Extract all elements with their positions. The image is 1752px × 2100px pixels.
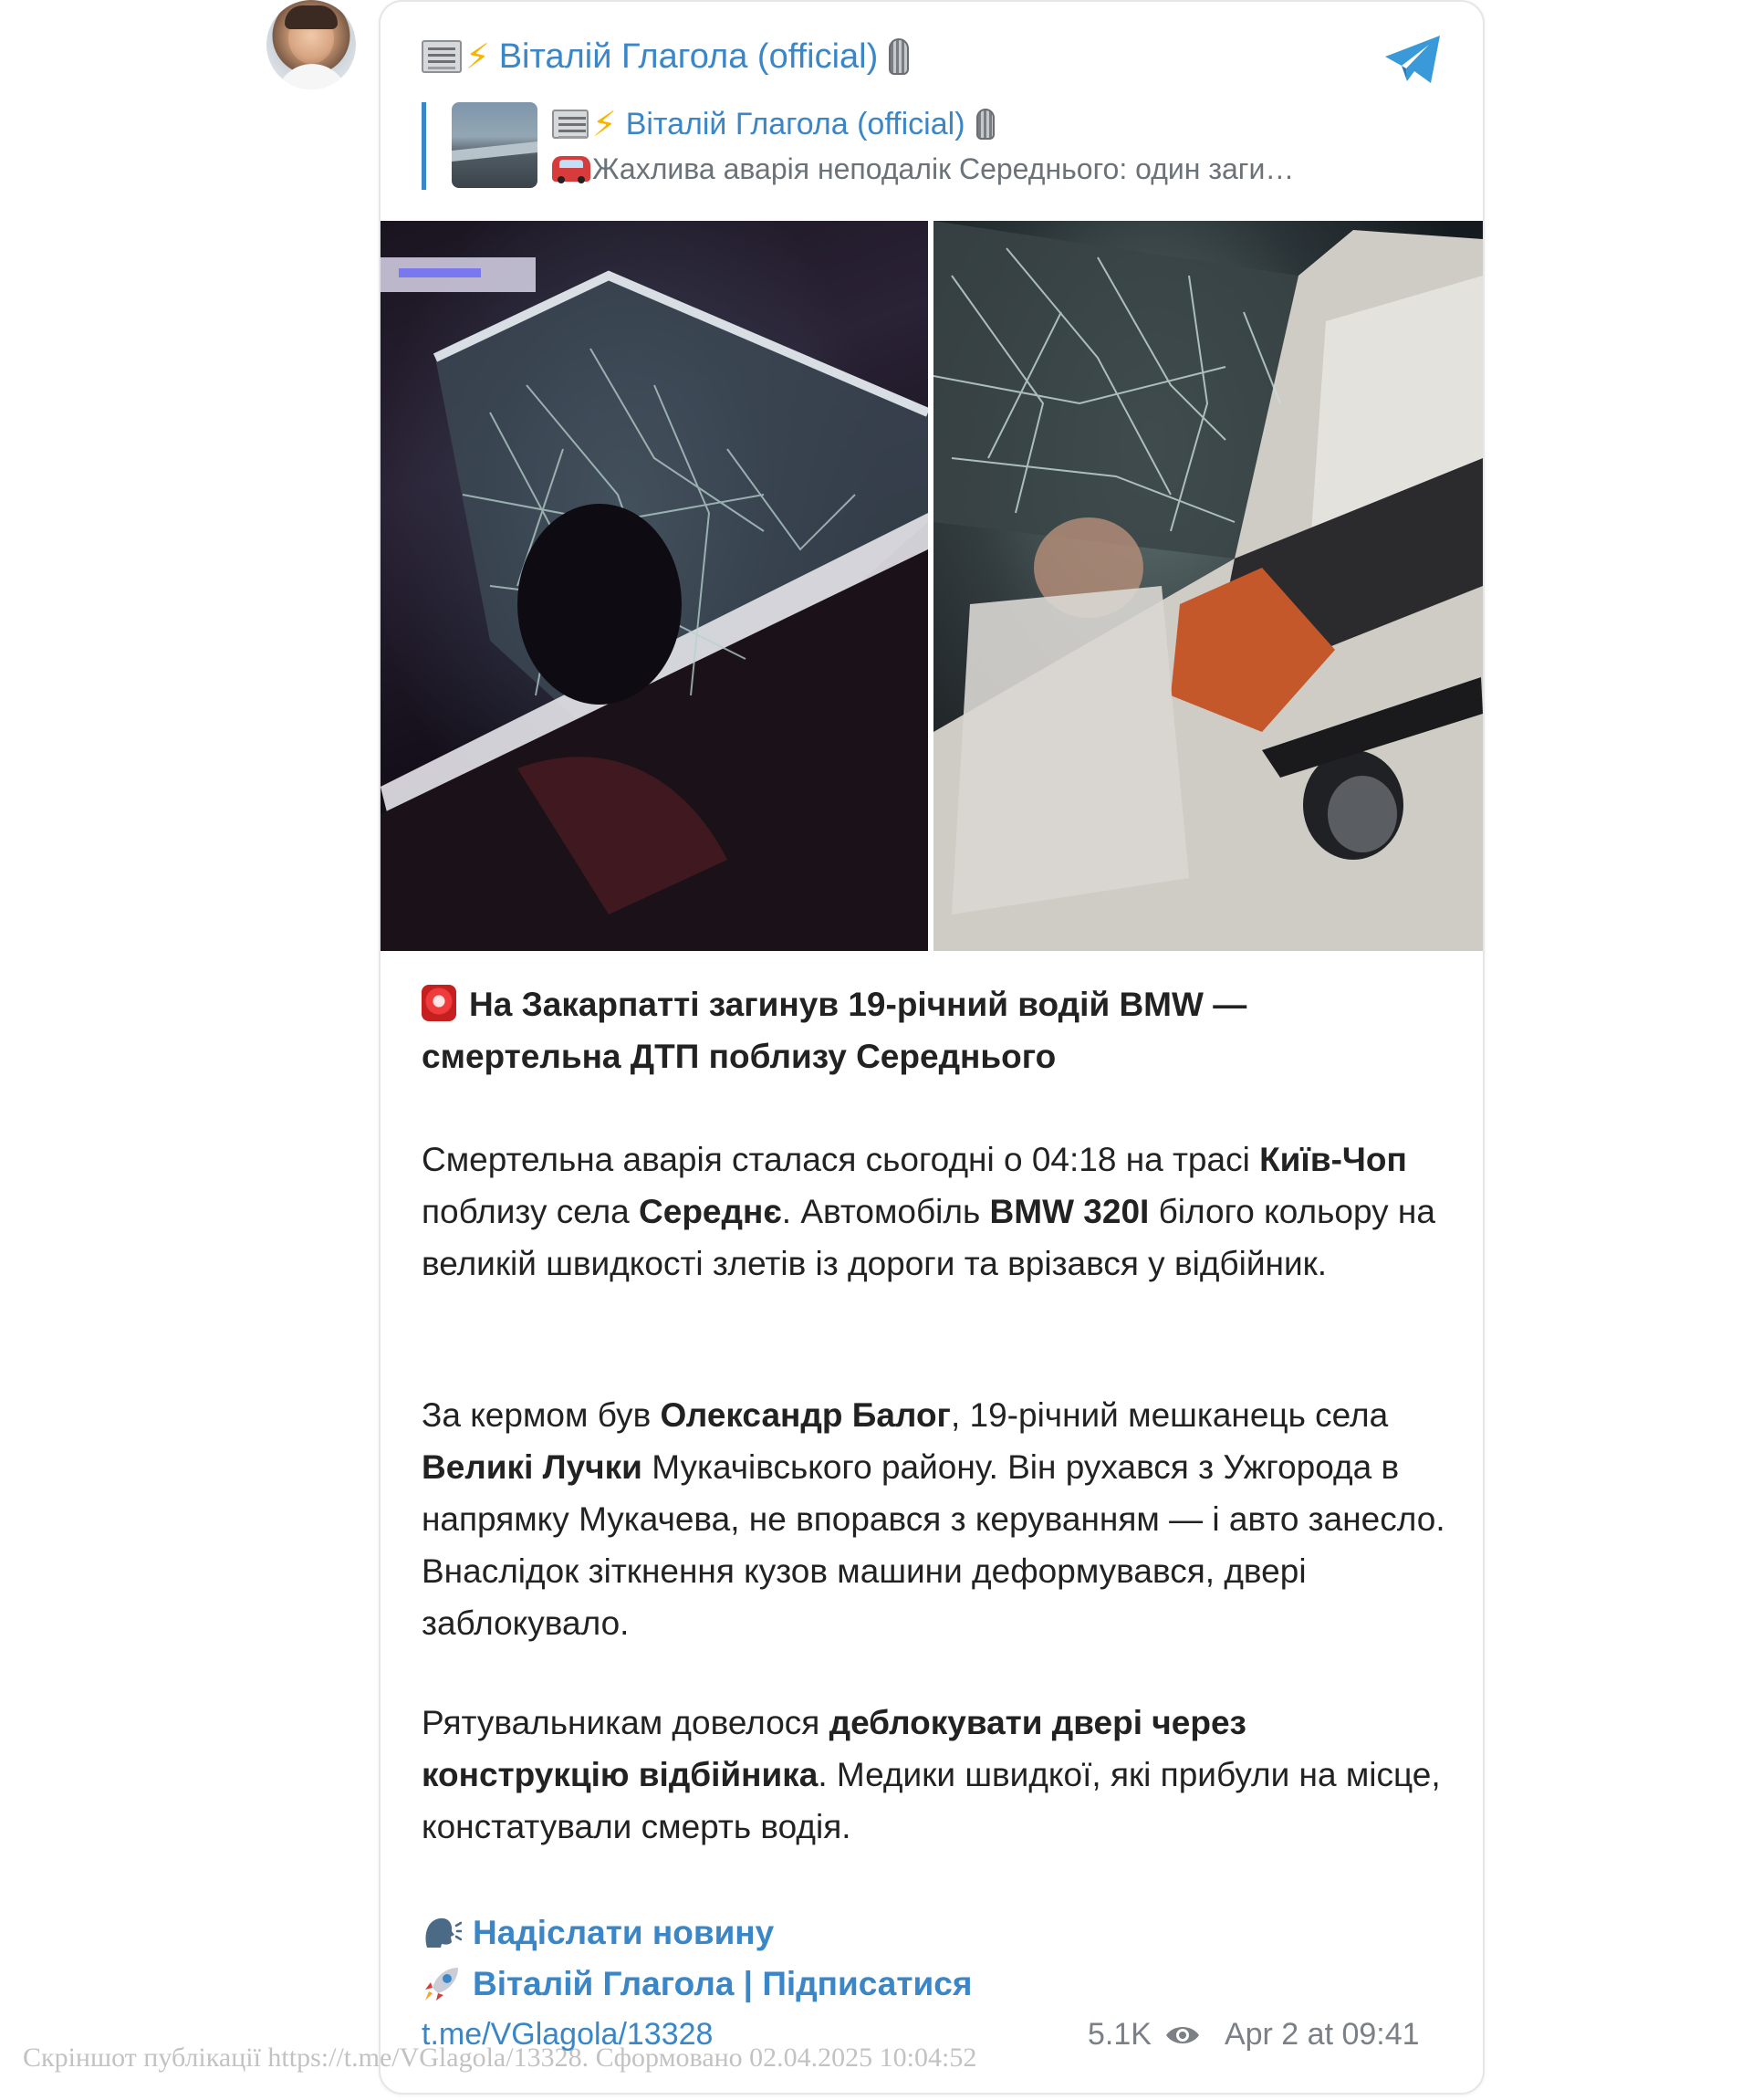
paragraph-text: . Автомобіль [781, 1193, 990, 1230]
channel-avatar[interactable] [266, 0, 356, 89]
paragraph-text: За кермом був [422, 1396, 661, 1434]
paragraph-text: білого кольору на великій швидкості злетів із дороги та врізався у відбійник. [422, 1193, 1435, 1282]
forwarded-preview-text: Жахлива аварія неподалік Середнього: один заги… [592, 151, 1295, 185]
forwarded-preview [552, 150, 1410, 188]
paragraph-text: поблизу села [422, 1193, 640, 1230]
rocket-icon [422, 1964, 462, 2004]
bold-text: BMW 320I [989, 1193, 1150, 1230]
newspaper-icon [422, 40, 462, 73]
post-card [379, 0, 1485, 2095]
bold-text: Київ-Чоп [1259, 1141, 1407, 1178]
forwarded-channel [552, 104, 995, 144]
bold-text: Олександр Балог [660, 1396, 951, 1434]
red-car-icon [552, 156, 590, 182]
crash-photo-left-art [381, 221, 928, 951]
post-headline [422, 978, 1453, 1082]
paragraph-text: Смертельна аварія сталася сьогодні о 04:18 на трасі [422, 1141, 1260, 1178]
channel-header[interactable] [422, 29, 909, 84]
post-paragraph-1 [422, 1134, 1453, 1290]
paragraph-text: . Медики швидкої, які прибули на місце, констатували смерть водія. [422, 1756, 1441, 1845]
channel-name[interactable]: Віталій Глагола (official) [498, 37, 879, 76]
crash-photo-right-art [933, 221, 1483, 951]
view-count: 5.1K [1088, 2017, 1152, 2052]
avatar-hair [285, 5, 338, 29]
forwarded-message[interactable] [422, 102, 1444, 190]
post-headline-text: На Закарпатті загинув 19-річний водій BMW — смертельна ДТП поблизу Середнього [422, 986, 1247, 1075]
screenshot-watermark: Скріншот публікації https://t.me/VGlagola/13328. Сформовано 02.04.2025 10:04:52 [23, 2043, 977, 2073]
paragraph-text: Рятувальникам довелося [422, 1704, 829, 1741]
bold-text: Великі Лучки [422, 1448, 642, 1486]
post-paragraph-2 [422, 1389, 1453, 1649]
high-voltage-icon: ⚡ [465, 37, 490, 77]
paragraph-text: , 19-річний мешканець села [950, 1396, 1389, 1434]
paragraph-text: Мукачівського району. Він рухався з Ужгорода в напрямку Мукачева, не впорався з керуванням — і авто занесло. Внаслідок зіткнення кузов машини деформувався, двері заблокувало. [422, 1448, 1445, 1642]
speaking-head-icon [422, 1915, 462, 1951]
post-permalink[interactable]: t.me/VGlagola/13328 [422, 2017, 714, 2052]
microphone-icon [889, 38, 909, 75]
bold-text: деблокувати двері через конструкцію відбійника [422, 1704, 1246, 1793]
high-voltage-icon: ⚡ [592, 104, 617, 144]
bold-text: Середнє [639, 1193, 782, 1230]
send-news-link[interactable] [422, 1909, 774, 1957]
post-meta [1088, 2017, 1420, 2053]
telegram-icon[interactable] [1382, 32, 1445, 87]
avatar-shirt [276, 64, 349, 89]
send-news-label[interactable]: Надіслати новину [473, 1914, 775, 1951]
subscribe-label[interactable]: Віталій Глагола | Підписатися [473, 1965, 973, 2002]
eye-icon [1164, 2022, 1201, 2048]
post-paragraph-3 [422, 1697, 1453, 1853]
newspaper-icon [552, 110, 589, 139]
forwarded-thumbnail [452, 102, 537, 188]
photo-crash-windshield-left[interactable] [381, 221, 928, 951]
photo-crash-windshield-right[interactable] [933, 221, 1483, 951]
microphone-icon [976, 109, 995, 140]
siren-icon [422, 985, 456, 1021]
forwarded-channel-name: Віталій Глагола (official) [625, 106, 965, 141]
post-timestamp: Apr 2 at 09:41 [1224, 2017, 1420, 2052]
photo-album [381, 221, 1483, 951]
subscribe-link[interactable] [422, 1960, 972, 2008]
